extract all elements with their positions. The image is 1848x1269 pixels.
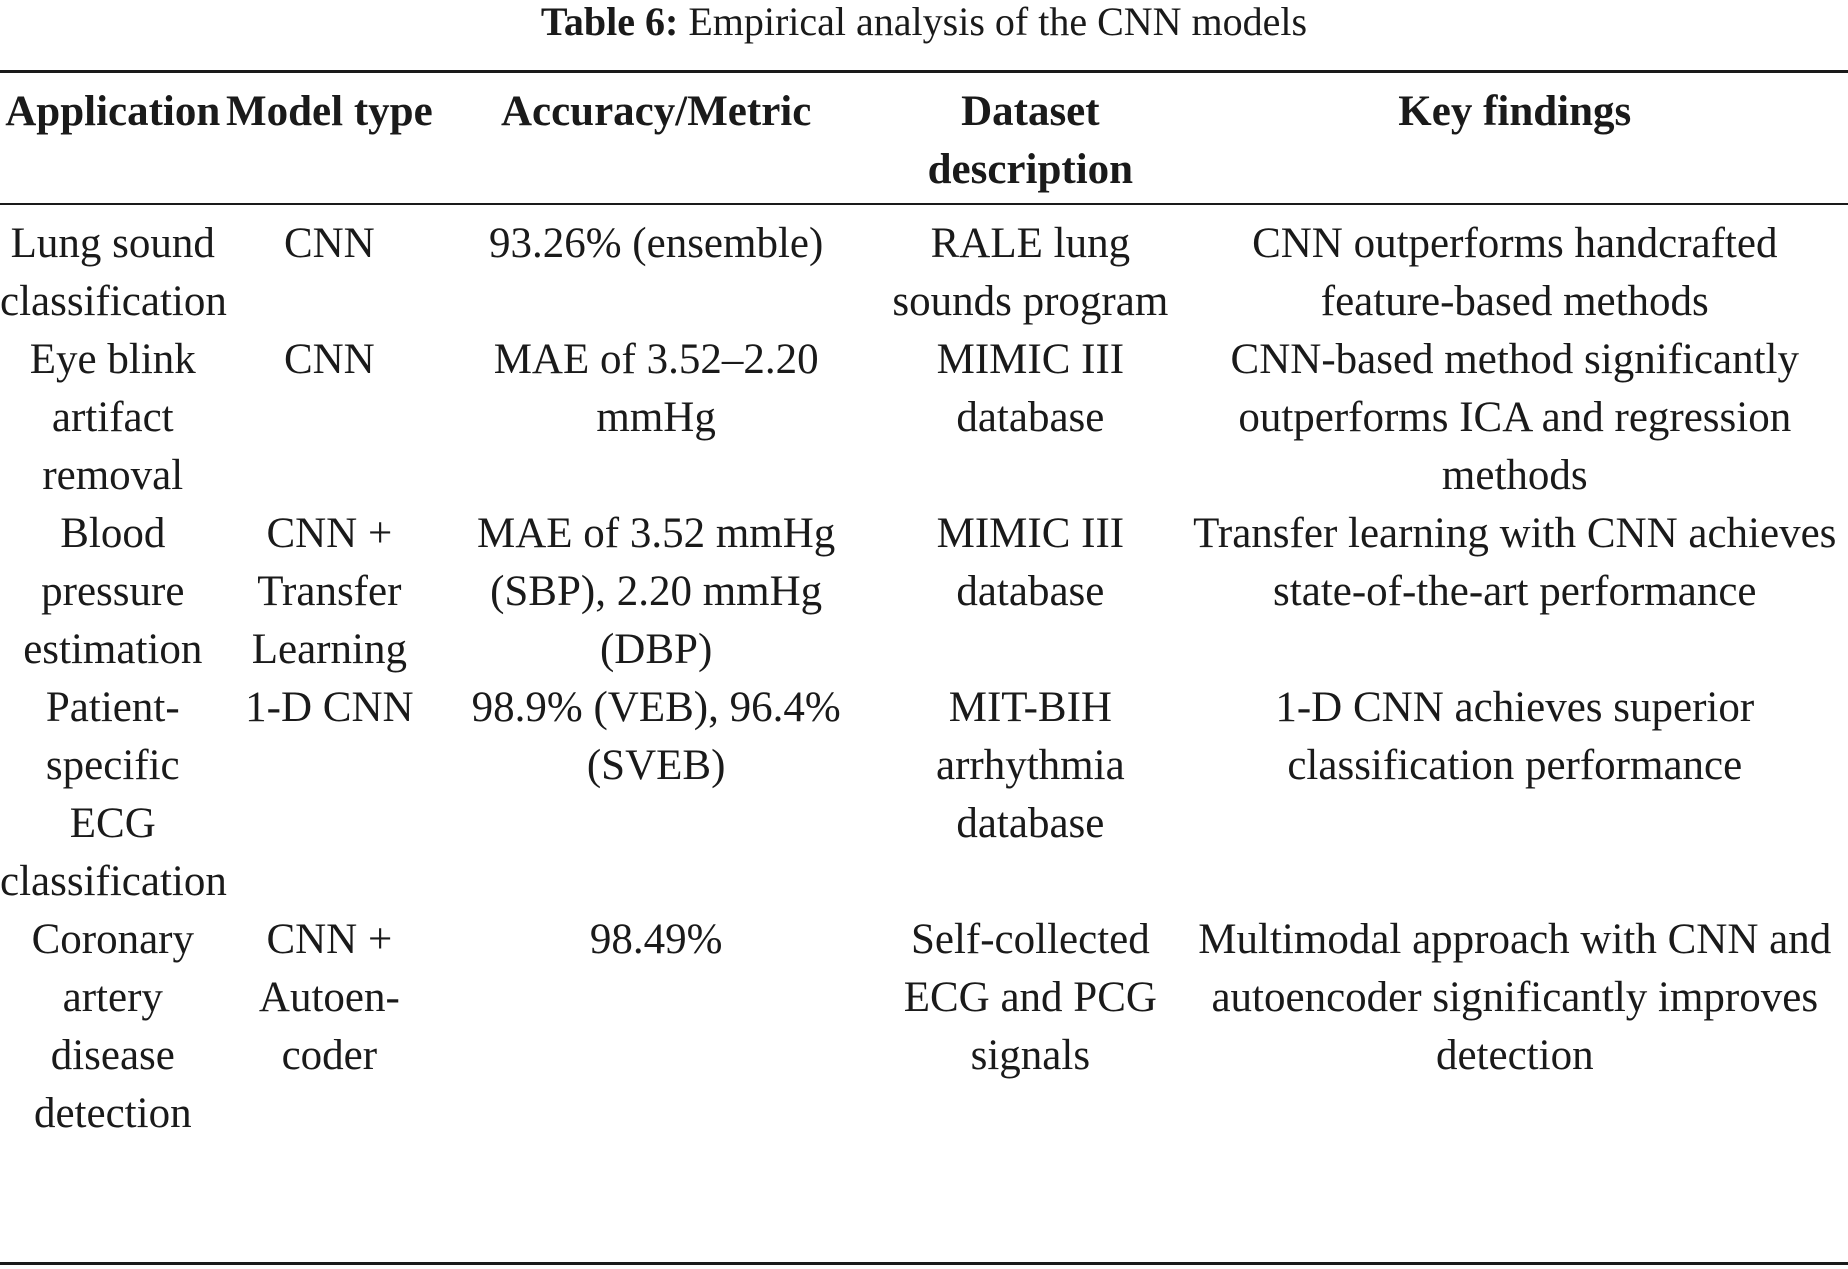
cell-accuracy-metric: MAE of 3.52–2.20 mmHg (493, 336, 819, 441)
column-header-model-type: Model type (226, 88, 433, 135)
cell-application: Coronary artery disease detection (31, 916, 194, 1137)
cell-model-type: CNN (283, 220, 375, 267)
column-header-dataset-description: Dataset description (927, 88, 1134, 193)
table-caption-text: Empirical analysis of the CNN models (678, 0, 1308, 44)
cell-accuracy-metric: MAE of 3.52 mmHg (SBP), 2.20 mmHg (DBP) (476, 510, 836, 673)
cell-model-type: CNN + Autoen-coder (258, 916, 400, 1079)
table-row (0, 203, 1848, 331)
cell-key-findings: Multimodal approach with CNN and autoencoder significantly improves detection (1198, 916, 1832, 1079)
cell-key-findings: CNN outperforms handcrafted feature-based methods (1252, 220, 1778, 325)
column-header-key-findings: Key findings (1398, 88, 1632, 135)
cell-application: Lung sound classification (0, 220, 227, 325)
table-row (0, 505, 1848, 679)
cell-application: Patient-specific ECG classification (0, 684, 227, 905)
column-header-accuracy-metric: Accuracy/Metric (500, 88, 812, 135)
table-row (0, 911, 1848, 1143)
cell-key-findings: Transfer learning with CNN achieves state-of-the-art performance (1193, 510, 1837, 615)
cell-accuracy-metric: 93.26% (ensemble) (488, 220, 824, 267)
column-header-application: Application (5, 88, 221, 135)
cell-application: Eye blink artifact removal (29, 336, 196, 499)
cell-model-type: 1-D CNN (245, 684, 414, 731)
cell-dataset-description: MIMIC III database (936, 336, 1125, 441)
cell-model-type: CNN + Transfer Learning (251, 510, 407, 673)
cell-dataset-description: RALE lung sounds program (892, 220, 1169, 325)
table-caption (0, 0, 1848, 44)
table-caption-label: Table 6: (540, 0, 679, 44)
cell-application: Blood pressure estimation (23, 510, 203, 673)
table-bottom-rule (0, 1262, 1848, 1265)
table-row (0, 679, 1848, 911)
table-row (0, 331, 1848, 505)
cell-accuracy-metric: 98.49% (589, 916, 723, 963)
table-header-row (0, 73, 1848, 203)
cell-dataset-description: MIMIC III database (936, 510, 1125, 615)
cnn-models-table (0, 73, 1848, 1143)
cell-key-findings: CNN-based method significantly outperforms ICA and regression methods (1230, 336, 1799, 499)
cell-accuracy-metric: 98.9% (VEB), 96.4% (SVEB) (471, 684, 841, 789)
cell-dataset-description: MIT-BIH arrhythmia database (936, 684, 1125, 847)
cell-model-type: CNN (283, 336, 375, 383)
cell-key-findings: 1-D CNN achieves superior classification performance (1275, 684, 1755, 789)
cell-dataset-description: Self-collected ECG and PCG signals (903, 916, 1157, 1079)
